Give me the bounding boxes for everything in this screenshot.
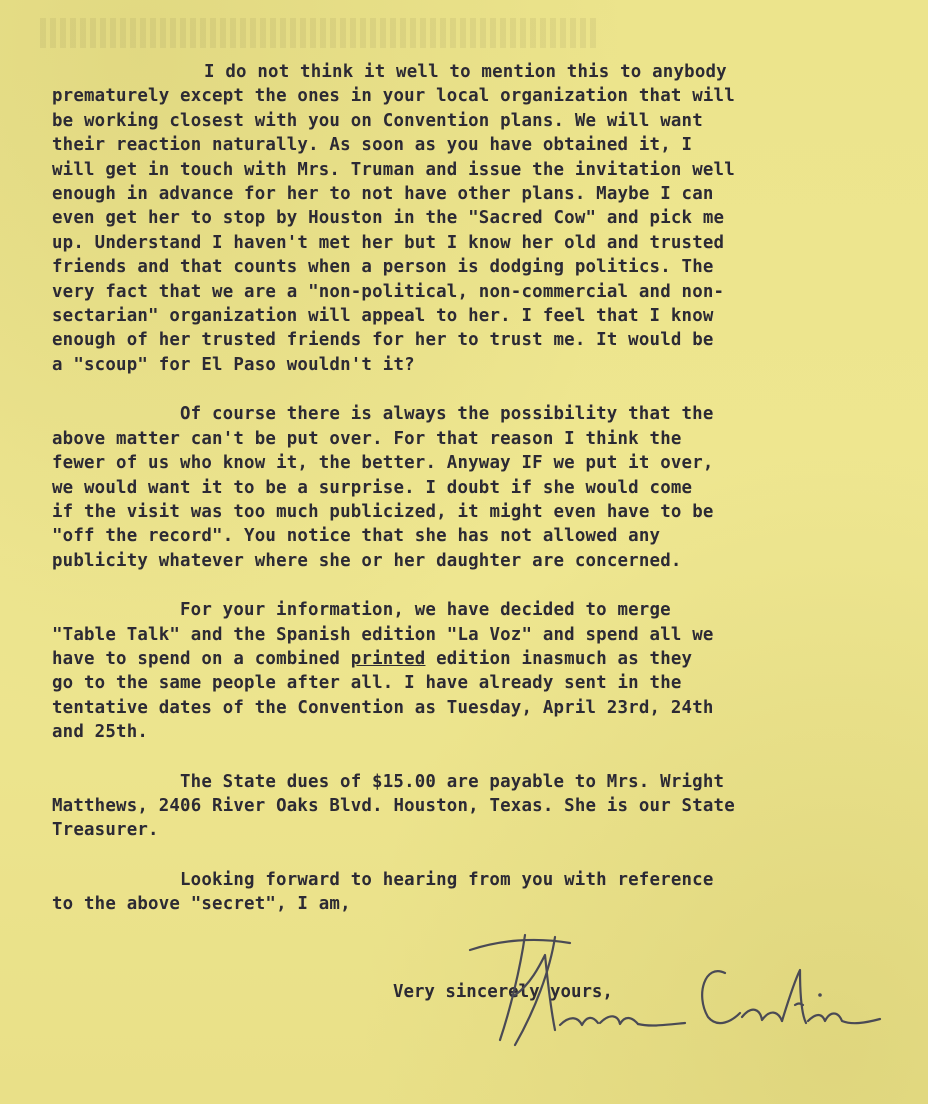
paragraph-truman-invitation: I do not think it well to mention this to anybody prematurely except the ones in your local organization that will be working closest with you on Convention plans. We will want their reaction naturally. As soon as you have obtained it, I will get in touch with Mrs. Truman and issue the invitation well enough in advance for her to not have other plans. Maybe I can even get her to stop by Houston in the "Sacred Cow" and pick me up. Understand I haven't met her but I know her old and trusted friends and that counts when a person is dodging politics. The very fact that we are a "non-political, non-commercial and non- sectarian" organization will appeal to her. I feel that I know enough of her trusted friends for her to trust me. It would be a "scoup" for El Paso wouldn't it? bbox=[52, 62, 735, 375]
paragraph-table-talk bbox=[52, 598, 868, 744]
closing-line: Very sincerely yours, bbox=[393, 982, 613, 1002]
paragraph-possibility: Of course there is always the possibility that the above matter can't be put over. For that reason I think the fewer of us who know it, the better. Anyway IF we put it over, we would want it to be a surprise. I doubt if she would come if the visit was too much publicized, it might even have to be "off the record". You notice that she has not allowed any publicity whatever where she or her daughter are concerned. bbox=[52, 404, 714, 571]
handwritten-signature bbox=[460, 925, 890, 1055]
letter-body bbox=[52, 60, 868, 942]
bleed-through-text bbox=[40, 18, 600, 48]
underlined-word-printed: printed bbox=[350, 648, 426, 669]
paragraph-table-talk-part1: For your information, we have decided to merge "Table Talk" and the Spanish edition "La Voz" and spend all we have to spend on a combined bbox=[52, 600, 714, 669]
paragraph-state-dues: The State dues of $15.00 are payable to Mrs. Wright Matthews, 2406 River Oaks Blvd. Houston, Texas. She is our State Treasurer. bbox=[52, 771, 735, 841]
paragraph-looking-forward: Looking forward to hearing from you with reference to the above "secret", I am, bbox=[52, 869, 714, 915]
paragraph-table-talk-part2: edition inasmuch as they go to the same people after all. I have already sent in the tentative dates of the Convention as Tuesday, April 23rd, 24th and 25th. bbox=[52, 648, 714, 743]
